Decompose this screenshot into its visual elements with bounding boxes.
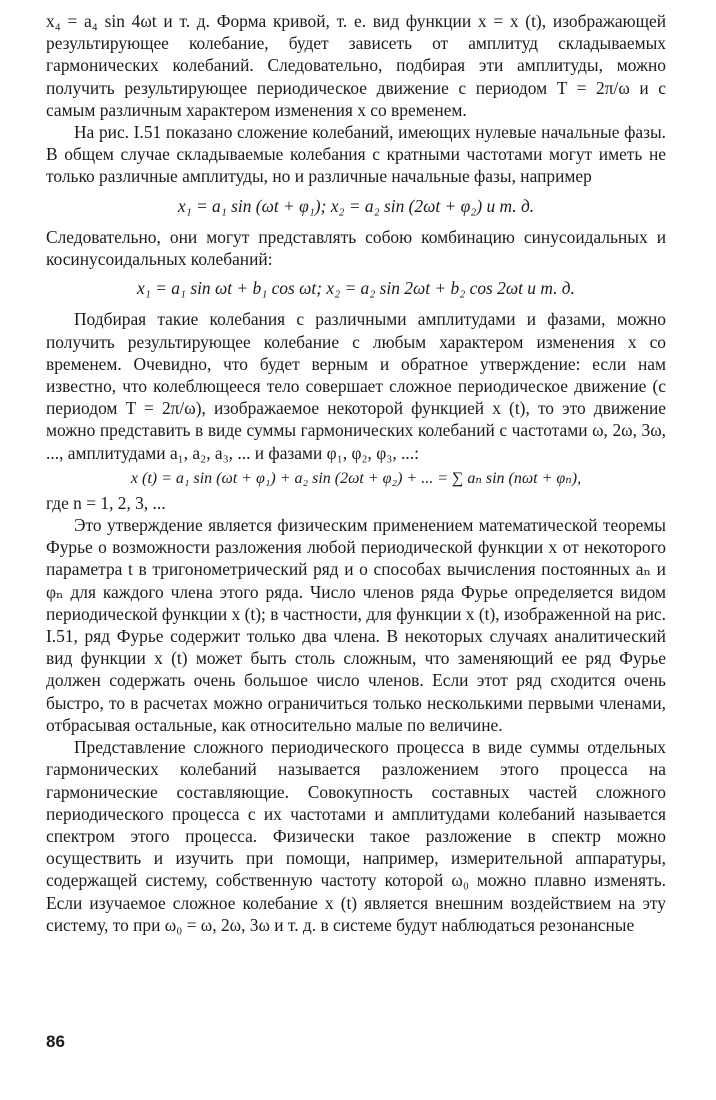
equation-2: x₁ = a₁ sin ωt + b₁ cos ωt; x₂ = a₂ sin 2ωt + b₂ cos 2ωt и т. д. xyxy=(137,278,575,299)
paragraph-6: Это утверждение является физическим применением математической теоремы Фурье о возможности разложения любой периодической функции x от некоторого параметра t в тригонометрический ряд и о способах вычисления постоянных aₙ и φₙ для каждого члена этого ряда. Число членов ряда Фурье определяется видом периодической функции x (t); в частности, для функции x (t), изображенной на рис. I.51, ряд Фурье содержит только два члена. В некоторых случаях аналитический вид функции x (t) может быть столь сложным, что заменяющий ее ряд Фурье должен содержать очень большое число членов. Если этот ряд сходится очень быстро, то в расчетах можно ограничиться только несколькими первыми членами, отбрасывая остальные, как относительно малые по величине. xyxy=(46,515,666,735)
equation-1: x₁ = a₁ sin (ωt + φ₁); x₂ = a₂ sin (2ωt + φ₂) и т. д. xyxy=(177,195,535,216)
page-number: 86 xyxy=(46,1032,65,1051)
equation-3: x (t) = a₁ sin (ωt + φ₁) + a₂ sin (2ωt + φ₂) + ... = ∑ aₙ sin (nωt + φₙ), xyxy=(130,469,582,487)
paragraph-4: Подбирая такие колебания с различными амплитудами и фазами, можно получить результирующее колебание с любым характером изменения x со временем. Очевидно, что будет верным и обратное утверждение: если нам известно, что колеблющееся тело совершает сложное периодическое движение (с периодом T = 2π/ω), изображаемое некоторой функцией x (t), то это движение можно представить в виде суммы гармонических колебаний с частотами ω, 2ω, 3ω, ..., амплитудами a₁, a₂, a₃, ... и фазами φ₁, φ₂, φ₃, ...: xyxy=(46,309,666,463)
paragraph-5: где n = 1, 2, 3, ... xyxy=(46,492,166,513)
paragraph-1: x₄ = a₄ sin 4ωt и т. д. Форма кривой, т. е. вид функции x = x (t), изображающей результирующее колебание, будет зависеть от амплитуд складываемых гармонических колебаний. Следовательно, подбирая эти амплитуды, можно получить результирующее периодическое движение с периодом T = 2π/ω и с самым различным характером изменения x со временем. xyxy=(46,11,666,120)
paragraph-7: Представление сложного периодического процесса в виде суммы отдельных гармонических колебаний называется разложением этого процесса на гармонические составляющие. Совокупность составных частей сложного периодического процесса с их частотами и амплитудами колебаний называется спектром этого процесса. Физически такое разложение в спектр можно осуществить и изучить при помощи, например, измерительной аппаратуры, содержащей систему, собственную частоту которой ω₀ можно плавно изменять. Если изучаемое сложное колебание x (t) является внешним воздействием на эту систему, то при ω₀ = ω, 2ω, 3ω и т. д. в системе будут наблюдаться резонансные xyxy=(46,737,666,935)
paragraph-3: Следовательно, они могут представлять собою комбинацию синусоидальных и косинусоидальных колебаний: xyxy=(46,226,666,270)
paragraph-2: На рис. I.51 показано сложение колебаний, имеющих нулевые начальные фазы. В общем случае складываемые колебания с кратными частотами могут иметь не только различные амплитуды, но и различные начальные фазы, например xyxy=(46,122,666,187)
